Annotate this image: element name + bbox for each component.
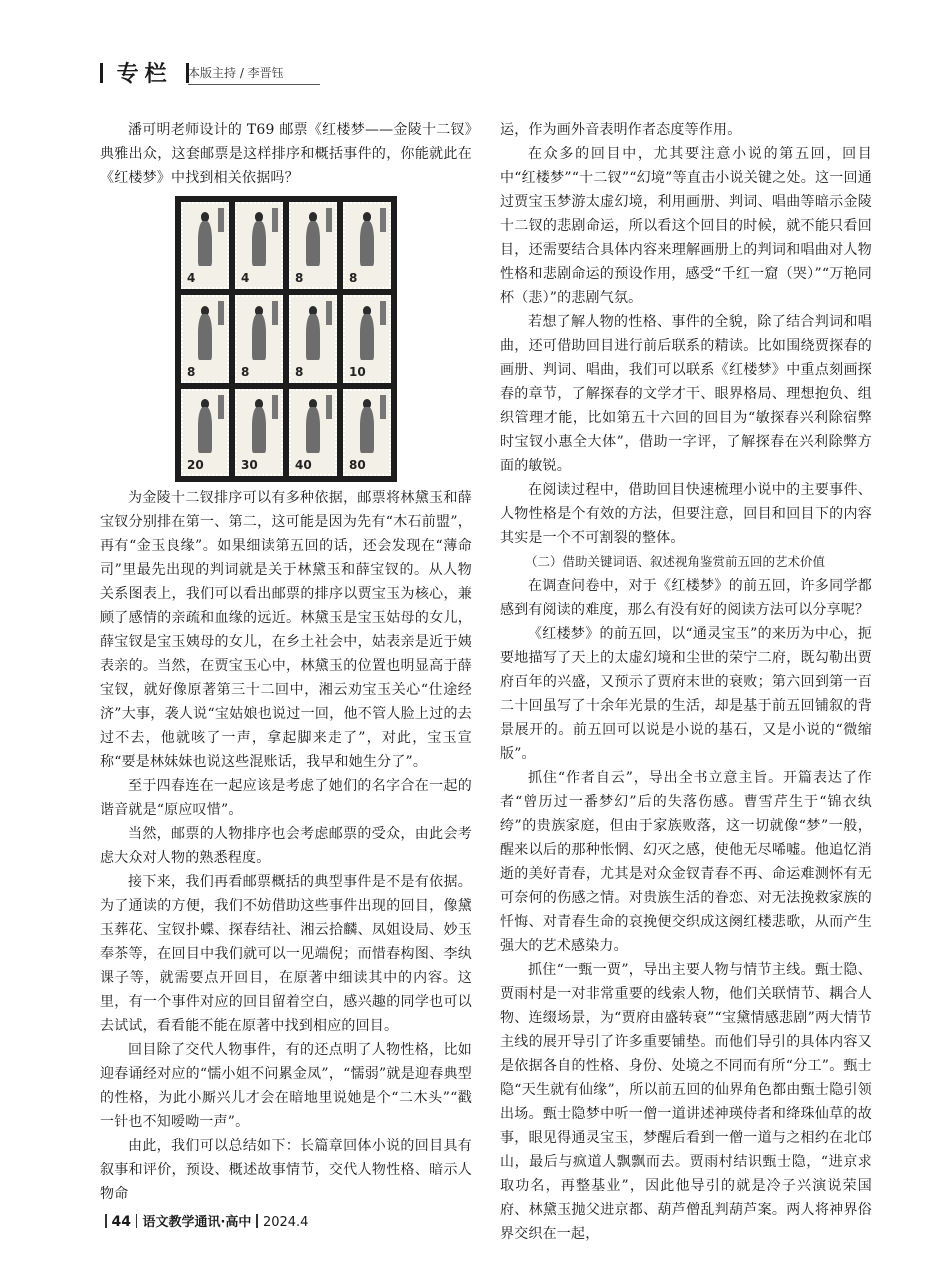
issue-date: 2024.4	[262, 1215, 309, 1230]
stamp	[235, 202, 283, 289]
page-number: 44	[111, 1214, 131, 1230]
paragraph: 《红楼梦》的前五回，以“通灵宝玉”的来历为中心，扼要地描写了天上的太虚幻境和尘世的荣宁二府，既勾勒出贾府百年的兴盛，又预示了贾府末世的衰败；第六回到第一百二十回虽写了十余年光景的生活，却是基于前五回铺叙的背景展开的。前五回可以说是小说的基石，又是小说的“微缩版”。	[500, 626, 872, 762]
section-subheading: （二）借助关键词语、叙述视角鉴赏前五回的艺术价值	[525, 554, 826, 569]
paragraph: 由此，我们可以总结如下：长篇章回体小说的回目具有叙事和评价，预设、概述故事情节，交代人物性格、暗示人物命	[100, 1138, 472, 1202]
left-column	[100, 118, 472, 1206]
host-credit: 本版主持 / 李晋钰	[188, 64, 320, 85]
paragraph: 接下来，我们再看邮票概括的典型事件是不是有依据。为了通读的方便，我们不妨借助这些事件出现的回目，像黛玉葬花、宝钗扑蝶、探春结社、湘云拾麟、凤姐设局、妙玉奉茶等，在回目中我们就可以一见端倪；而惜春构图、李纨课子等，就需要点开回目，在原著中细读其中的内容。这里，有一个事件对应的回目留着空白，感兴趣的同学也可以去试试，看看能不能在原著中找到相应的回目。	[100, 874, 472, 1034]
page-footer	[100, 1211, 308, 1230]
stamp	[343, 202, 391, 289]
paragraph: 在众多的回目中，尤其要注意小说的第五回，回目中“红楼梦”“十二钗”“幻境”等直击小说关键之处。这一回通过贾宝玉梦游太虚幻境，利用画册、判词、唱曲等暗示金陵十二钗的悲剧命运，所以看这个回目的时候，就不能只看回目，还需要结合具体内容来理解画册上的判词和唱曲对人物性格和悲剧命运的预设作用，感受“千红一窟（哭）”“万艳同杯（悲）”的悲剧气氛。	[500, 146, 872, 306]
stamp-denomination: 4	[187, 271, 196, 286]
column-label	[100, 62, 189, 88]
paragraph: 在调查问卷中，对于《红楼梦》的前五回，许多同学都感到有阅读的难度，那么有没有好的阅读方法可以分享呢？	[500, 578, 872, 618]
stamp	[343, 295, 391, 382]
stamp	[289, 295, 337, 382]
paragraph: 潘可明老师设计的 T69 邮票《红楼梦——金陵十二钗》典雅出众，这套邮票是这样排序和概括事件的，你能就此在《红楼梦》中找到相关依据吗？	[100, 122, 472, 186]
column-label-text: 专栏	[116, 62, 173, 87]
stamp-denomination: 80	[349, 458, 366, 472]
stamp-sheet-figure	[175, 196, 397, 482]
stamp-denomination: 40	[295, 458, 312, 472]
stamp-denomination: 8	[349, 271, 358, 286]
stamp	[181, 202, 229, 289]
stamp-denomination: 10	[349, 364, 366, 379]
divider	[105, 1214, 107, 1228]
paragraph: 为金陵十二钗排序可以有多种依据，邮票将林黛玉和薛宝钗分别排在第一、第二，这可能是因为先有“木石前盟”，再有“金玉良缘”。如果细读第五回的话，还会发现在“薄命司”里最先出现的判词就是关于林黛玉和薛宝钗的。从人物关系图表上，我们可以看出邮票的排序以贾宝玉为核心，兼顾了感情的亲疏和血缘的远近。林黛玉是宝玉姑母的女儿，薛宝钗是宝玉姨母的女儿，在乡土社会中，姑表亲是近于姨表亲的。当然，在贾宝玉心中，林黛玉的位置也明显高于薛宝钗，就好像原著第三十二回中，湘云劝宝玉关心“仕途经济”大事，袭人说“宝姑娘也说过一回，他不管人脸上过的去过不去，他就咳了一声，拿起脚来走了”，对此，宝玉宣称“要是林妹妹也说这些混账话，我早和她生分了”。	[100, 490, 472, 770]
paragraph: 抓住“作者自云”，导出全书立意主旨。开篇表达了作者“曾历过一番梦幻”后的失落伤感。曹雪芹生于“锦衣纨绔”的贵族家庭，但由于家族败落，这一切就像“梦”一般，醒来以后的那种怅惘、幻灭之感，使他无尽唏嘘。他追忆消逝的美好青春，尤其是对众金钗青春不再、命运难测怀有无可奈何的伤感之情。对贵族生活的眷恋、对无法挽救家族的忏悔、对青春生命的哀挽便交织成这阕红楼悲歌，从而产生强大的艺术感染力。	[500, 770, 872, 954]
stamp-denomination: 4	[241, 271, 250, 286]
divider	[256, 1214, 258, 1228]
stamp	[181, 295, 229, 382]
stamp	[181, 389, 229, 476]
paragraph: 回目除了交代人物事件，有的还点明了人物性格，比如迎春诵经对应的“懦小姐不问累金凤”，“懦弱”就是迎春典型的性格，为此小厮兴儿才会在暗地里说她是个“二木头”“戳一针也不知嗳呦一声”。	[100, 1042, 472, 1130]
stamp	[289, 389, 337, 476]
stamp	[235, 295, 283, 382]
stamp-denomination: 20	[187, 458, 204, 472]
right-column	[500, 118, 887, 1246]
paragraph: 当然，邮票的人物排序也会考虑邮票的受众，由此会考虑大众对人物的熟悉程度。	[100, 826, 472, 866]
stamp-denomination: 8	[295, 271, 304, 286]
stamp	[289, 202, 337, 289]
page-header	[100, 62, 870, 92]
stamp-denomination: 30	[241, 458, 258, 472]
paragraph: 运，作为画外音表明作者态度等作用。	[500, 122, 742, 138]
stamp	[235, 389, 283, 476]
paragraph: 抓住“一甄一贾”，导出主要人物与情节主线。甄士隐、贾雨村是一对非常重要的线索人物，他们关联情节、耦合人物、连缀场景，为“贾府由盛转衰”“宝黛情感悲剧”两大情节主线的展开导引了许多重要铺垫。而他们导引的具体内容又是依据各自的性格、身份、处境之不同而有所“分工”。甄士隐“天生就有仙缘”，所以前五回的仙界角色都由甄士隐引领出场。甄士隐梦中听一僧一道讲述神瑛侍者和绛珠仙草的故事，眼见得通灵宝玉，梦醒后看到一僧一道与之相约在北邙山，最后与疯道人飘飘而去。贾雨村结识甄士隐，“进京求取功名，再整基业”，因此他导引的就是冷子兴演说荣国府、林黛玉抛父进京都、葫芦僧乱判葫芦案。两人将神界俗界交织在一起，	[500, 962, 872, 1242]
paragraph: 若想了解人物的性格、事件的全貌，除了结合判词和唱曲，还可借助回目进行前后联系的精读。比如围绕贾探春的画册、判词、唱曲，我们可以联系《红楼梦》中重点刻画探春的章节，了解探春的文学才干、眼界格局、理想抱负、组织管理才能，比如第五十六回的回目为“敏探春兴利除宿弊 时宝钗小惠全大体”，借助一字评，了解探春在兴利除弊方面的敏锐。	[500, 314, 887, 474]
divider	[100, 63, 103, 83]
stamp-denomination: 8	[295, 364, 304, 379]
divider	[136, 1214, 138, 1228]
stamp-denomination: 8	[241, 364, 250, 379]
stamp	[343, 389, 391, 476]
paragraph: 在阅读过程中，借助回目快速梳理小说中的主要事件、人物性格是个有效的方法，但要注意，回目和回目下的内容其实是一个不可割裂的整体。	[500, 482, 872, 546]
stamp-denomination: 8	[187, 364, 196, 379]
magazine-title: 语文教学通讯·高中	[142, 1215, 252, 1230]
paragraph: 至于四春连在一起应该是考虑了她们的名字合在一起的谐音就是“原应叹惜”。	[100, 778, 472, 818]
